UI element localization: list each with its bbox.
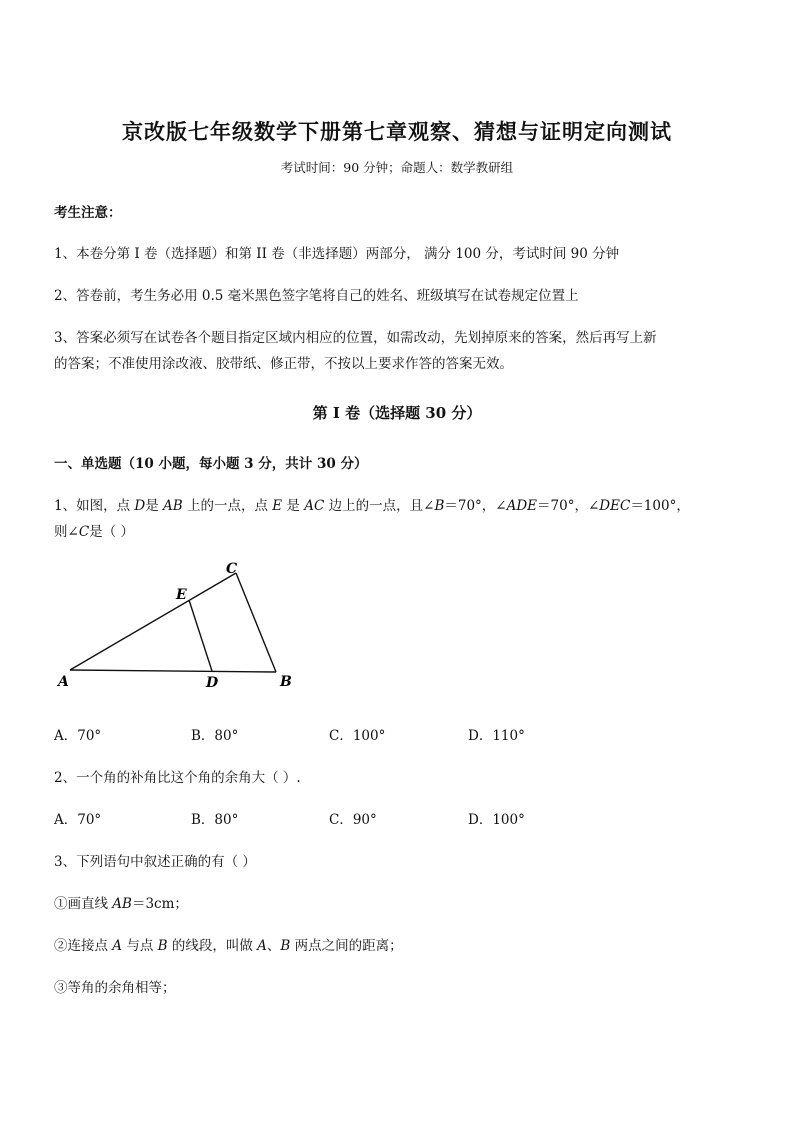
q2-option-c: C．90° <box>329 812 377 828</box>
notice-heading: 考生注意： <box>54 205 122 221</box>
notice-item-3-line-2: 的答案；不准使用涂改液、胶带纸、修正带，不按以上要求作答的答案无效。 <box>54 356 513 372</box>
q2-option-d: D．100° <box>468 812 525 828</box>
question-1-line-2: 则∠C是（ ） <box>54 524 134 540</box>
segment-ab <box>70 670 276 672</box>
q2-option-a: A．70° <box>54 812 102 828</box>
notice-item-1: 1、本卷分第 I 卷（选择题）和第 II 卷（非选择题）两部分， 满分 100 分，考试时间 90 分钟 <box>54 246 620 262</box>
q1-option-c: C．100° <box>329 728 386 744</box>
label-a: A <box>58 674 69 690</box>
label-e: E <box>176 587 187 603</box>
q1-option-b: B．80° <box>191 728 239 744</box>
label-c: C <box>226 561 238 577</box>
part-heading: 一、单选题（10 小题，每小题 3 分，共计 30 分） <box>54 456 368 472</box>
notice-item-3-line-1: 3、答案必须写在试卷各个题目指定区域内相应的位置，如需改动，先划掉原来的答案，然后再写上新 <box>54 330 657 346</box>
question-1-line-1: 1、如图，点 D是 AB 上的一点，点 E 是 AC 边上的一点，且∠B＝70°，∠ADE＝70°，∠DEC＝100°， <box>54 498 690 514</box>
question-3: 3、下列语句中叙述正确的有（ ） <box>54 854 256 870</box>
label-b: B <box>280 674 292 690</box>
segment-ac <box>70 573 236 670</box>
q1-option-d: D．110° <box>468 728 525 744</box>
q1-option-a: A．70° <box>54 728 102 744</box>
q2-option-b: B．80° <box>191 812 239 828</box>
segment-cb <box>236 573 276 672</box>
segment-ed <box>189 600 212 671</box>
question-3-statement-3: ③等角的余角相等； <box>54 980 176 996</box>
document-title: 京改版七年级数学下册第七章观察、猜想与证明定向测试 <box>122 119 672 144</box>
question-2: 2、一个角的补角比这个角的余角大（ ）. <box>54 770 301 786</box>
question-3-statement-1: ①画直线 AB＝3cm； <box>54 896 188 912</box>
question-3-statement-2: ②连接点 A 与点 B 的线段，叫做 A、B 两点之间的距离； <box>54 938 403 954</box>
section-title: 第 I 卷（选择题 30 分） <box>312 404 482 422</box>
notice-item-2: 2、答卷前，考生务必用 0.5 毫米黑色签字笔将自己的姓名、班级填写在试卷规定位置上 <box>54 288 579 304</box>
document-subtitle: 考试时间：90 分钟；命题人：数学教研组 <box>280 160 514 175</box>
label-d: D <box>206 675 219 691</box>
triangle-figure <box>50 555 310 695</box>
